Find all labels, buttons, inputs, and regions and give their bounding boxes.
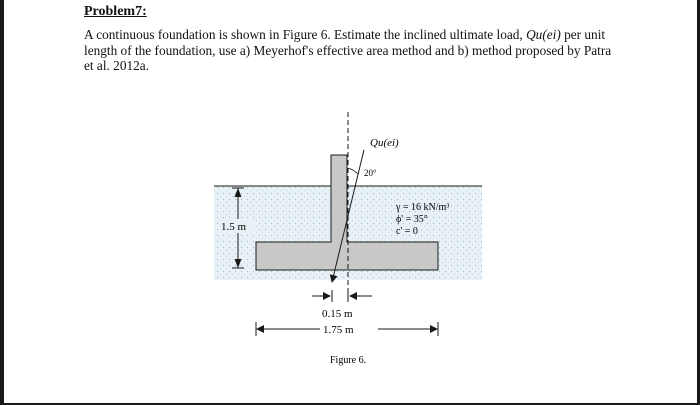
- load-arrow-top: [362, 150, 364, 158]
- eccentricity-label: 0.15 m: [322, 308, 353, 320]
- load-label: Qu(ei): [370, 137, 399, 149]
- problem-title: Problem7:: [84, 4, 147, 19]
- soil-friction-angle: ϕ' = 35°: [396, 214, 428, 225]
- problem-text-after: per unit length of the foundation, use a) Meyerhof's effective area method and b) method proposed by Patra et al. 2012a.: [84, 27, 612, 73]
- depth-label: 1.5 m: [221, 221, 247, 233]
- problem-text-before: A continuous foundation is shown in Figure 6. Estimate the inclined ultimate load,: [84, 27, 527, 42]
- angle-label: 20°: [364, 168, 377, 178]
- soil-cohesion: c' = 0: [396, 226, 418, 237]
- figure-caption: Figure 6.: [330, 355, 367, 366]
- soil-unit-weight: γ = 16 kN/m³: [396, 202, 450, 213]
- load-angle-arc: [348, 168, 358, 174]
- load-symbol: Qu(ei): [526, 27, 561, 42]
- width-label: 1.75 m: [323, 324, 354, 336]
